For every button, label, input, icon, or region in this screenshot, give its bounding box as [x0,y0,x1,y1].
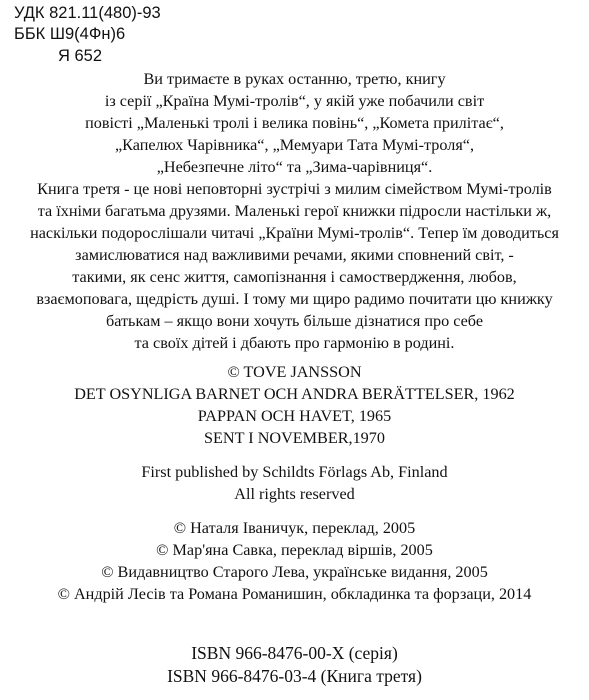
annotation-line: повісті „Маленькі тролі і велика повінь“, „Комета прилітає“, [85,114,504,132]
publisher-note-line: All rights reserved [234,485,355,503]
annotation-line: із серії „Країна Мумі-тролів“, у якій уже побачили світ [104,92,485,110]
original-rights-line: SENT I NOVEMBER,1970 [204,429,385,447]
annotation-line: та своїх дітей і дбають про гармонію в родині. [134,334,455,352]
copyright-line: © Мар'яна Савка, переклад віршів, 2005 [156,541,433,559]
copyright-line: © Видавництво Старого Лева, українське видання, 2005 [101,563,488,581]
original-rights-line: DET OSYNLIGA BARNET OCH ANDRA BERÄTTELSER, 1962 [74,385,515,403]
annotation-line: взаємоповага, щедрість душі. І тому ми щиро радимо почитати цю книжку [36,290,553,308]
annotation-line: такими, як сенс життя, самопізнання і самоствердження, любов, [72,268,517,286]
author-code: Я 652 [58,47,103,65]
bbk-code: ББК Ш9(4Фн)6 [14,25,126,43]
annotation-line: „Небезпечне літо“ та „Зима-чарівниця“. [156,158,433,176]
annotation-line: Ви тримаєте в руках останню, третю, книгу [143,70,446,88]
annotation-line: та їхніми багатьма друзями. Маленькі герої книжки підросли настільки ж, [37,202,552,220]
annotation-line: Книга третя - це нові неповторні зустрічі з милим сімейством Мумі-тролів [37,180,552,198]
isbn-series: ISBN 966-8476-00-X (серія) [191,643,398,663]
original-rights-line: © TOVE JANSSON [227,363,362,381]
annotation-line: „Капелюх Чарівника“, „Мемуари Тата Мумі-троля“, [114,136,475,154]
copyright-line: © Андрій Лесів та Романа Романишин, обкладинка та форзаци, 2014 [57,585,532,603]
original-rights-line: PAPPAN OCH HAVET, 1965 [197,407,392,425]
isbn-book: ISBN 966-8476-03-4 (Книга третя) [167,666,422,686]
udk-code: УДК 821.11(480)-93 [14,4,161,22]
copyright-line: © Наталя Іваничук, переклад, 2005 [173,519,416,537]
annotation-line: батькам – якщо вони хочуть більше дізнатися про себе [105,312,484,330]
publisher-note-line: First published by Schildts Förlags Ab, Finland [141,463,448,481]
annotation-line: наскільки подорослішали читачі „Країни Мумі-тролів“. Тепер їм доводиться [30,224,559,242]
annotation-line: замислюватися над важливими речами, якими сповнений світ, - [75,246,514,264]
